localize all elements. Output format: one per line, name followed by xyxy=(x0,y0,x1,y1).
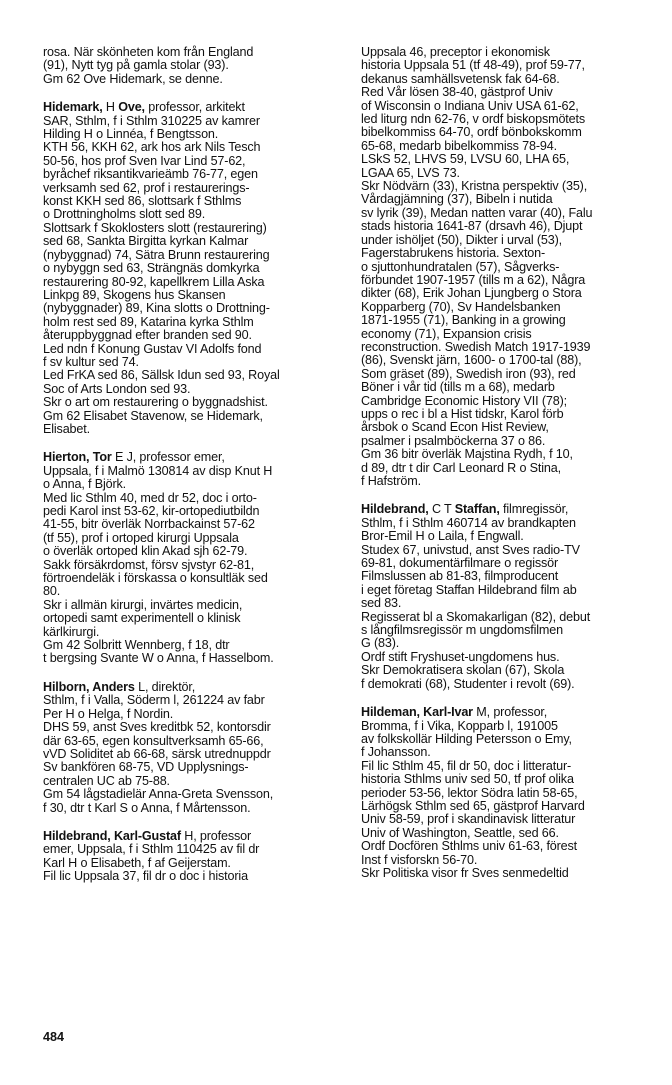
text-line: (91), Nytt tyg på gamla stolar (93). xyxy=(43,58,229,73)
text-line: Elisabet. xyxy=(43,421,90,436)
text-line: (nybyggnader) 89, Kina slotts o Drottning- xyxy=(43,301,270,316)
text-line: Per H o Helga, f Nordin. xyxy=(43,706,174,721)
text-line: 69-81, dokumentärfilmare o regissör xyxy=(361,556,559,571)
text-line: reconstruction. Swedish Match 1917-1939 xyxy=(361,339,591,354)
text-line: d 89, dtr t dir Carl Leonard R o Stina, xyxy=(361,460,561,475)
text-line: Sv bankfören 68-75, VD Upplysnings- xyxy=(43,760,249,775)
text-line: t bergsing Svante W o Anna, f Hasselbom. xyxy=(43,651,274,666)
text-line: sed 68, Sankta Birgitta kyrkan Kalmar xyxy=(43,234,249,249)
text-line: o Anna, f Björk. xyxy=(43,477,127,492)
entry-hilborn xyxy=(43,681,343,815)
entry-hildeman xyxy=(361,706,661,880)
entry-name: Hildebrand, xyxy=(361,502,429,517)
text-line: Böner i vår tid (tills m a 68), medarb xyxy=(361,380,555,395)
text-line: LGAA 65, LVS 73. xyxy=(361,165,460,180)
left-column xyxy=(43,46,343,899)
entry-heading-line xyxy=(361,706,661,719)
entry-hildebrand-karl-gustaf xyxy=(43,830,343,884)
text-line: Kopparberg (70), Sv Handelsbanken xyxy=(361,299,561,314)
text-line: Skr Politiska visor fr Sves senmedeltid xyxy=(361,865,569,880)
entry-name: Hildebrand, Karl-Gustaf xyxy=(43,828,181,843)
text-line: f 30, dtr t Karl S o Anna, f Mårtensson. xyxy=(43,800,251,815)
text-line: årsbok o Scand Econ Hist Review, xyxy=(361,420,549,435)
text-line: Vårdagjämning (37), Bibeln i nutida xyxy=(361,192,553,207)
text-line: sed 83. xyxy=(361,596,402,611)
text-line: Gm 54 lågstadielär Anna-Greta Svensson, xyxy=(43,787,274,802)
text-line: o sjuttonhundratalen (57), Sågverks- xyxy=(361,259,560,274)
text-line: där 63-65, egen konsultverksamh 65-66, xyxy=(43,733,264,748)
text-line: (tf 55), prof i ortoped kirurgi Uppsala xyxy=(43,530,239,545)
text-line: Led FrKA sed 86, Sällsk Idun sed 93, Royal xyxy=(43,368,280,383)
text-line: DHS 59, anst Sves kreditbk 52, kontorsdir xyxy=(43,720,271,735)
heading-text: C T xyxy=(428,502,455,517)
page-number: 484 xyxy=(43,1030,65,1044)
text-line: perioder 53-56, lektor Södra latin 58-65, xyxy=(361,785,578,800)
entry-heading-line xyxy=(361,503,661,516)
text-line: Med lic Sthlm 40, med dr 52, doc i orto- xyxy=(43,490,257,505)
text-line: Fagerstabrukens historia. Sexton- xyxy=(361,246,546,261)
text-line: verksamh sed 62, prof i restaurerings- xyxy=(43,180,250,195)
text-line: f sv kultur sed 74. xyxy=(43,354,139,369)
entry-rosa xyxy=(43,46,343,86)
heading-text: E J, professor emer, xyxy=(111,450,225,465)
text-line: Skr Nödvärn (33), Kristna perspektiv (35), xyxy=(361,179,588,194)
text-line: economy (71), Expansion crisis xyxy=(361,326,532,341)
entry-hildebrand-staffan xyxy=(361,503,661,691)
text-line: s långfilmsregissör m ungdomsfilmen xyxy=(361,623,563,638)
text-line: i eget företag Staffan Hildebrand film ab xyxy=(361,582,577,597)
text-line: Ordf Docfören Sthlms univ 61-63, förest xyxy=(361,839,578,854)
text-line: sv lyrik (39), Medan natten varar (40), Falu xyxy=(361,205,593,220)
entry-name: Hilborn, Anders xyxy=(43,679,135,694)
text-line: historia Uppsala 51 (tf 48-49), prof 59-77, xyxy=(361,58,585,73)
text-line: Gm 62 Elisabet Stavenow, se Hidemark, xyxy=(43,408,263,423)
text-line: Sthlm, f i Sthlm 460714 av brandkapten xyxy=(361,515,576,530)
text-line: 65-68, medarb bibelkommiss 78-94. xyxy=(361,138,557,153)
text-line: förbundet 1907-1957 (tills m a 62), Några xyxy=(361,272,586,287)
text-line: Univ 58-59, prof i skandinavisk litteratur xyxy=(361,812,576,827)
text-line: 1871-1955 (71), Banking in a growing xyxy=(361,313,566,328)
text-line: bibelkommiss 64-70, ordf bönbokskomm xyxy=(361,125,582,140)
text-line: Ordf stift Fryshuset-ungdomens hus. xyxy=(361,649,560,664)
heading-text: professor, arkitekt xyxy=(144,100,245,115)
heading-text: H xyxy=(102,100,119,115)
entry-name: Hidemark, xyxy=(43,100,103,115)
text-line: Lärhögsk Sthlm sed 65, gästprof Harvard xyxy=(361,798,585,813)
text-line: Slottsark f Skoklosters slott (restaurering) xyxy=(43,220,267,235)
entry-hidemark xyxy=(43,101,343,436)
text-line: centralen UC ab 75-88. xyxy=(43,773,170,788)
text-line: Studex 67, univstud, anst Sves radio-TV xyxy=(361,542,580,557)
text-line: Regisserat bl a Skomakarligan (82), debut xyxy=(361,609,591,624)
text-line: Linkpg 89, Skogens hus Skansen xyxy=(43,287,226,302)
heading-text: filmregissör, xyxy=(499,502,569,517)
text-line: Bromma, f i Vika, Kopparb l, 191005 xyxy=(361,718,558,733)
text-line: återuppbyggnad efter branden sed 90. xyxy=(43,328,252,343)
text-line: upps o rec i bl a Hist tidskr, Karol förb xyxy=(361,406,564,421)
text-line: av folkskollär Hilding Petersson o Emy, xyxy=(361,731,572,746)
text-line: of Wisconsin o Indiana Univ USA 61-62, xyxy=(361,98,579,113)
text-line: LSkS 52, LHVS 59, LVSU 60, LHA 65, xyxy=(361,152,570,167)
text-line: kärlkirurgi. xyxy=(43,624,100,639)
text-line: 41-55, bitr överläk Norrbackainst 57-62 xyxy=(43,517,255,532)
text-line: Gm 62 Ove Hidemark, se denne. xyxy=(43,71,223,86)
entry-heading-line xyxy=(43,101,343,114)
text-line: dikter (68), Erik Johan Ljungberg o Stora xyxy=(361,286,582,301)
text-line: rosa. När skönheten kom från England xyxy=(43,45,254,59)
text-line: f Johansson. xyxy=(361,745,431,760)
text-line: Som gräset (89), Swedish iron (93), red xyxy=(361,366,576,381)
text-line: förtroendeläk i förskassa o konsultläk sed xyxy=(43,571,268,586)
heading-text: L, direktör, xyxy=(134,679,196,694)
text-line: Skr i allmän kirurgi, invärtes medicin, xyxy=(43,597,243,612)
text-line: Uppsala 46, preceptor i ekonomisk xyxy=(361,45,550,59)
text-line: Sakk försäkrdomst, försv sjvstyr 62-81, xyxy=(43,557,255,572)
text-line: restaurering 80-92, kapellkrem Lilla Aska xyxy=(43,274,265,289)
entry-hierton xyxy=(43,451,343,666)
text-line: psalmer i psalmböckerna 37 o 86. xyxy=(361,433,546,448)
text-line: Skr o art om restaurering o byggnadshist. xyxy=(43,395,268,410)
text-line: emer, Uppsala, f i Sthlm 110425 av fil dr xyxy=(43,842,260,857)
entry-heading-line xyxy=(43,681,343,694)
text-line: SAR, Sthlm, f i Sthlm 310225 av kamrer xyxy=(43,113,260,128)
entry-hildebrand-cont xyxy=(361,46,661,488)
text-line: vVD Soliditet ab 66-68, särsk utrednuppdr xyxy=(43,746,271,761)
text-line: Inst f visforskn 56-70. xyxy=(361,852,478,867)
text-line: Soc of Arts London sed 93. xyxy=(43,381,191,396)
text-line: Univ of Washington, Seattle, sed 66. xyxy=(361,825,559,840)
heading-text: H, professor xyxy=(180,828,252,843)
right-column xyxy=(361,46,661,895)
entry-heading-line xyxy=(43,830,343,843)
text-line: holm rest sed 89, Katarina kyrka Sthlm xyxy=(43,314,254,329)
text-line: Skr Demokratisera skolan (67), Skola xyxy=(361,663,565,678)
entry-name: Staffan, xyxy=(454,502,500,517)
entry-heading-line xyxy=(43,451,343,464)
text-line: pedi Karol inst 53-62, kir-ortopediutbildn xyxy=(43,504,260,518)
entry-name: Ove, xyxy=(118,100,145,115)
heading-text: M, professor, xyxy=(472,705,548,720)
text-line: Led ndn f Konung Gustav VI Adolfs fond xyxy=(43,341,262,356)
text-line: Bror-Emil H o Laila, f Engwall. xyxy=(361,529,524,544)
text-line: Cambridge Economic History VII (78); xyxy=(361,393,567,408)
text-line: Uppsala, f i Malmö 130814 av disp Knut H xyxy=(43,463,273,478)
text-line: (nybyggnad) 74, Sätra Brunn restaurering xyxy=(43,247,270,262)
text-line: led liturg ndn 62-76, v ordf biskopsmötets xyxy=(361,112,586,127)
text-line: historia Sthlms univ sed 50, tf prof olika xyxy=(361,772,574,787)
text-line: Sthlm, f i Valla, Söderm l, 261224 av fabr xyxy=(43,693,265,708)
text-line: KTH 56, KKH 62, ark hos ark Nils Tesch xyxy=(43,140,261,155)
text-line: Filmslussen ab 81-83, filmproducent xyxy=(361,569,559,584)
text-line: Red Vår lösen 38-40, gästprof Univ xyxy=(361,85,553,100)
entry-name: Hierton, Tor xyxy=(43,450,112,465)
text-line: Karl H o Elisabeth, f af Geijerstam. xyxy=(43,855,231,870)
text-line: o nybyggn sed 63, Strängnäs domkyrka xyxy=(43,261,260,276)
text-line: stads historia 1641-87 (drsavh 46), Djupt xyxy=(361,219,583,234)
text-line: Fil lic Uppsala 37, fil dr o doc i historia xyxy=(43,869,248,884)
entry-name: Hildeman, Karl-Ivar xyxy=(361,705,473,720)
text-line: 50-56, hos prof Sven Ivar Lind 57-62, xyxy=(43,153,246,168)
text-line: under ishöljet (50), Dikter i urval (53), xyxy=(361,232,563,247)
text-line: (86), Svenskt järn, 1600- o 1700-tal (88), xyxy=(361,353,582,368)
text-line: byråchef riksantikvarieämb 76-77, egen xyxy=(43,167,258,182)
text-line: konst KKH sed 86, slottsark f Sthlms xyxy=(43,194,242,209)
text-line: G (83). xyxy=(361,636,400,651)
text-line: f Hafström. xyxy=(361,474,421,488)
text-line: o Drottningholms slott sed 89. xyxy=(43,207,206,222)
text-line: Gm 42 Solbritt Wennberg, f 18, dtr xyxy=(43,638,230,653)
text-line: Gm 36 bitr överläk Majstina Rydh, f 10, xyxy=(361,447,573,462)
text-line: dekanus samhällsvetensk fak 64-68. xyxy=(361,71,560,86)
text-line: o överläk ortoped klin Akad sjh 62-79. xyxy=(43,544,248,559)
text-line: ortopedi samt experimentell o klinisk xyxy=(43,611,241,626)
text-line: Fil lic Sthlm 45, fil dr 50, doc i litteratur- xyxy=(361,758,572,773)
text-line: Hilding H o Linnéa, f Bengtsson. xyxy=(43,127,219,142)
text-line: 80. xyxy=(43,584,61,599)
text-line: f demokrati (68), Studenter i revolt (69). xyxy=(361,676,575,691)
